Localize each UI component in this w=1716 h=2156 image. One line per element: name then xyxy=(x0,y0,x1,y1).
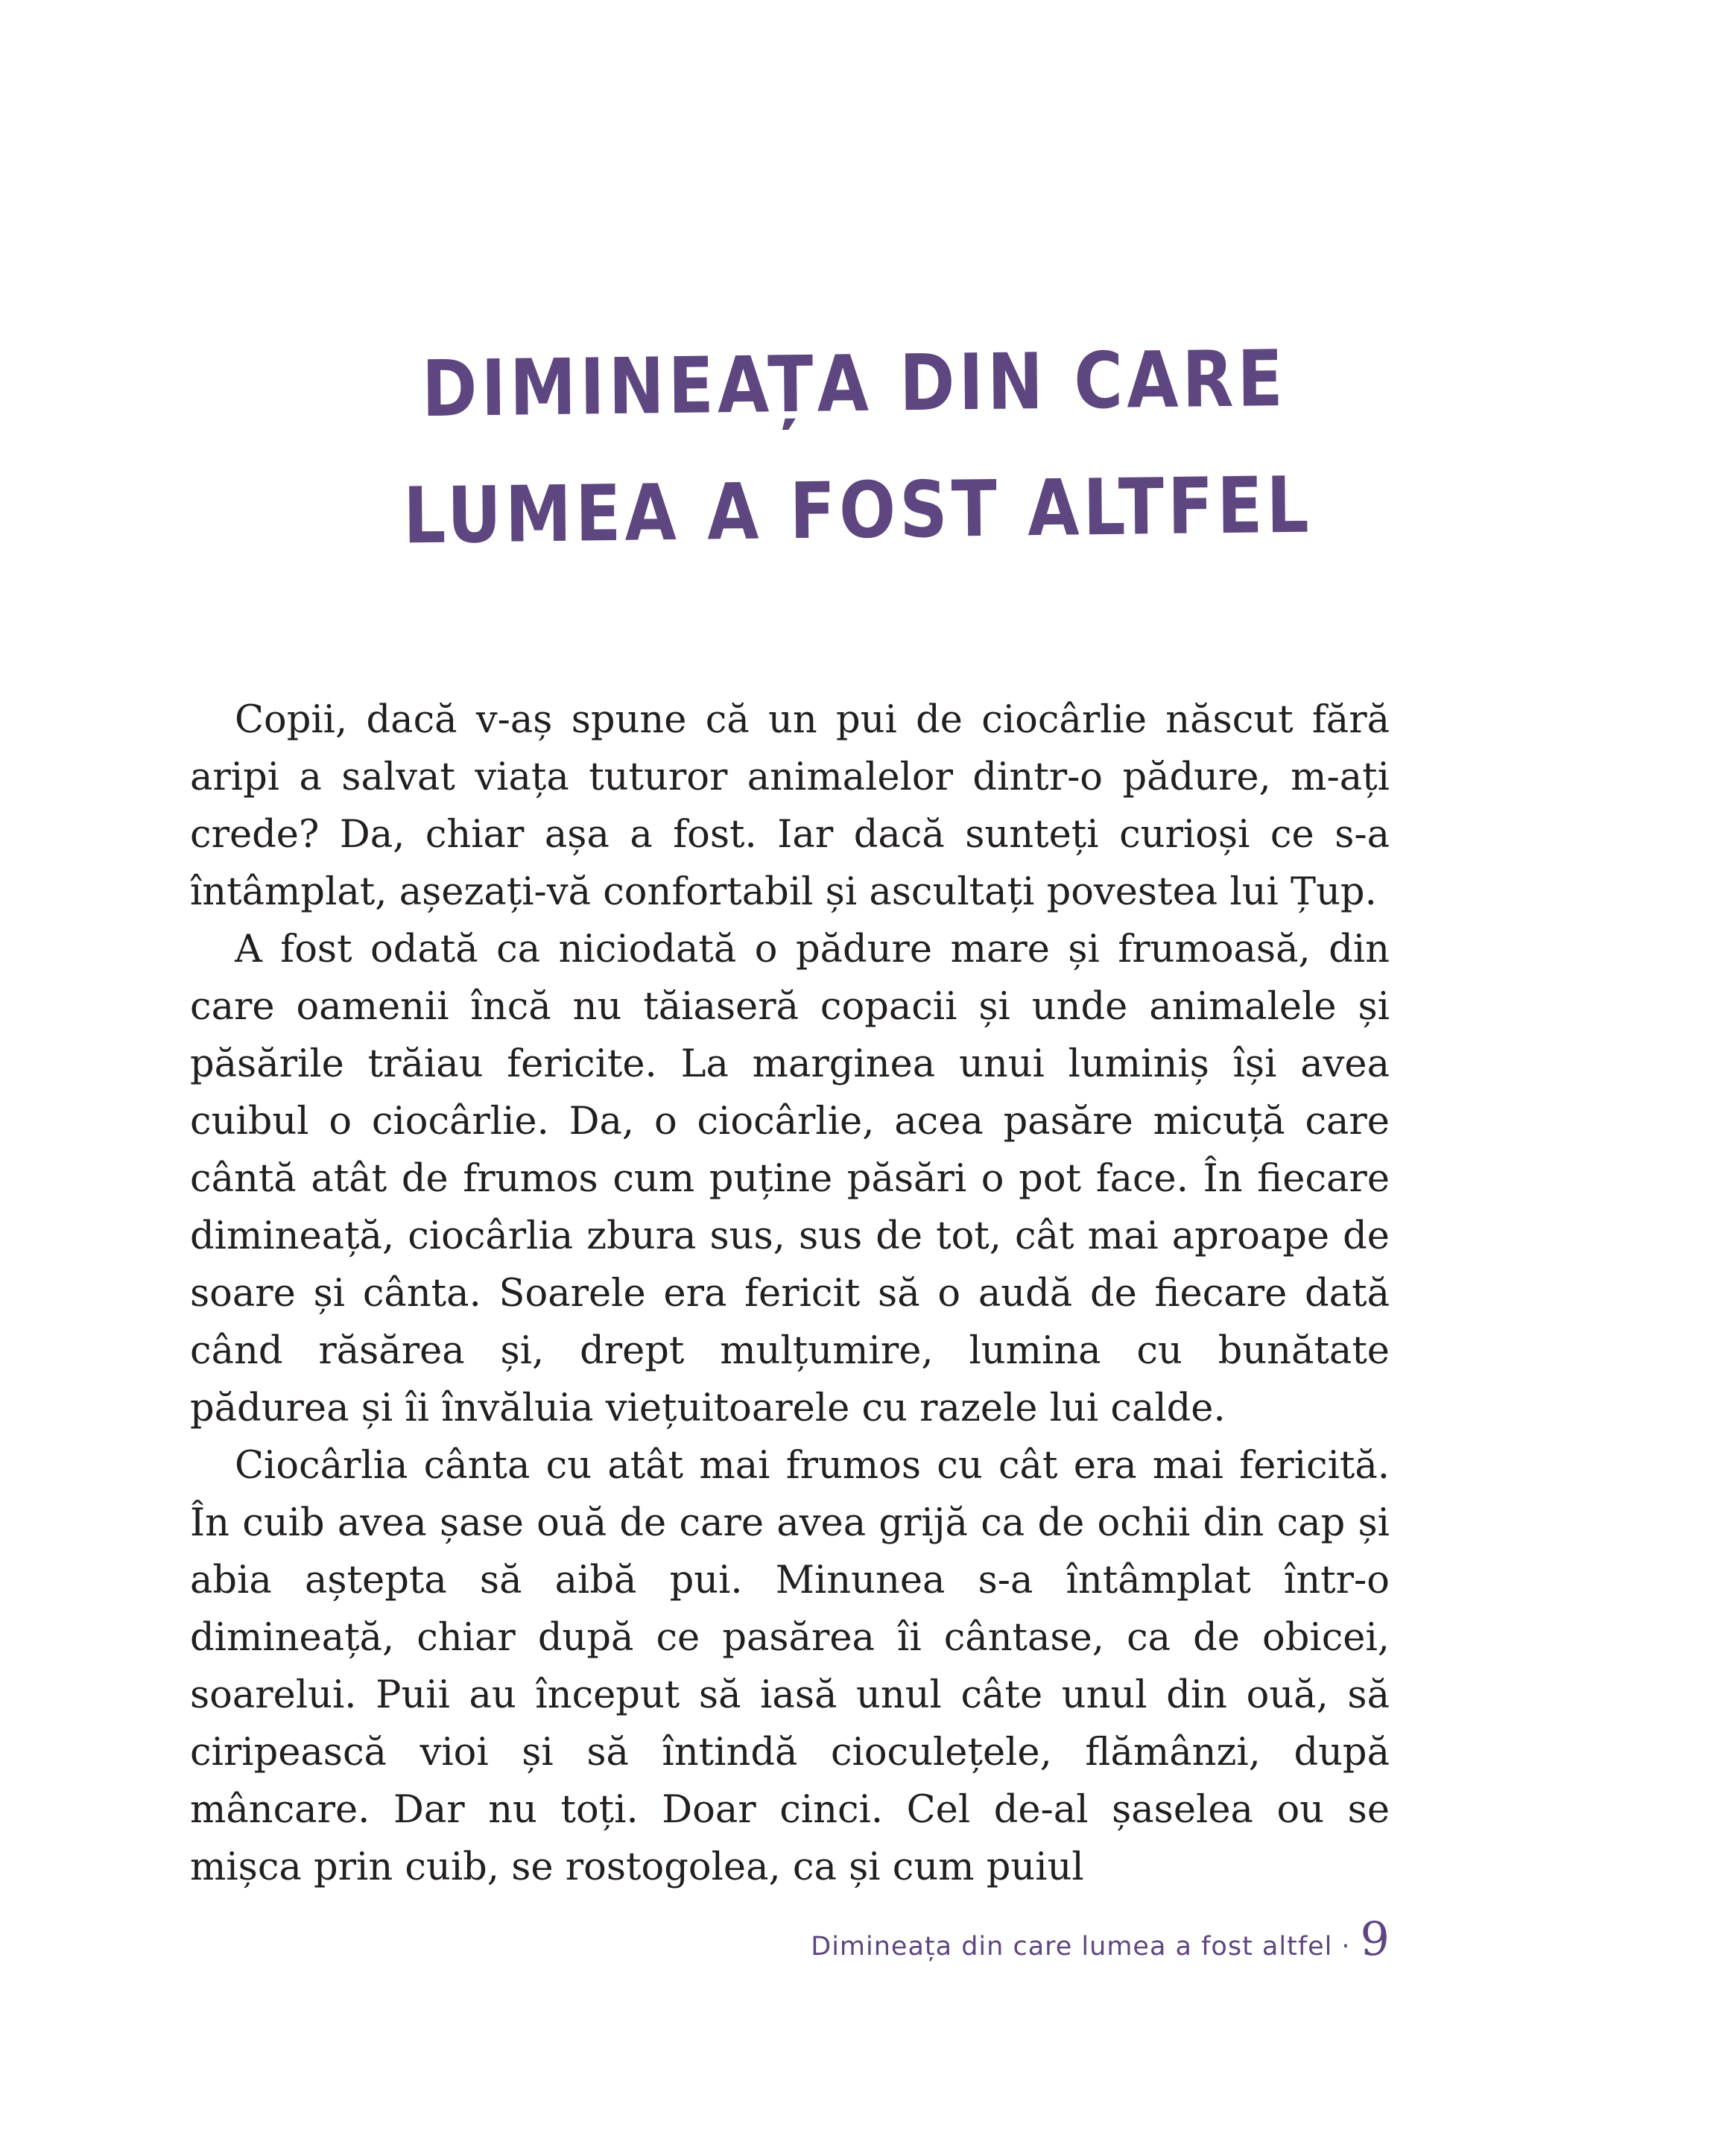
footer-separator: · xyxy=(1341,1932,1350,1962)
paragraph: Ciocârlia cânta cu atât mai frumos cu cât era mai fericită. În cuib avea șase ouă de care avea grijă ca de ochii din cap și abia aștepta să aibă pui. Minunea s-a întâmplat într-o dimineață, chiar după ce pasărea îi cântase, ca de obicei, soarelui. Puii au început să iasă unul câte unul din ouă, să ciripească vioi și să întindă cioculețele, flămânzi, după mâncare. Dar nu toți. Doar cinci. Cel de-al șaselea ou se mișca prin cuib, se rostogolea, ca și cum puiul xyxy=(190,1444,1390,1889)
chapter-title-line: LUMEA A FOST ALTFEL xyxy=(402,459,1314,562)
body-text xyxy=(190,691,1390,1896)
chapter-title-line: DIMINEAȚA DIN CARE xyxy=(421,332,1288,435)
paragraph: Copii, dacă v-aș spune că un pui de ciocârlie născut fără aripi a salvat viața tuturor animalelor dintr-o pădure, m-ați crede? Da, chiar așa a fost. Iar dacă sunteți curioși ce s-a întâmplat, așezați-vă confortabil și ascultați povestea lui Țup. xyxy=(190,698,1390,914)
page-number: 9 xyxy=(1360,1912,1390,1966)
running-footer xyxy=(811,1912,1390,1966)
running-title: Dimineața din care lumea a fost altfel xyxy=(811,1932,1333,1962)
paragraph: A fost odată ca niciodată o pădure mare și frumoasă, din care oamenii încă nu tăiaseră copacii și unde animalele și păsările trăiau fericite. La marginea unui luminiș își avea cuibul o ciocârlie. Da, o ciocârlie, acea pasăre micuță care cântă atât de frumos cum puține păsări o pot face. În fiecare dimineață, ciocârlia zbura sus, sus de tot, cât mai aproape de soare și cânta. Soarele era fericit să o audă de fiecare dată când răsărea și, drept mulțumire, lumina cu bunătate pădurea și îi învăluia viețuitoarele cu razele lui calde. xyxy=(190,928,1390,1430)
chapter-title xyxy=(0,320,1716,574)
